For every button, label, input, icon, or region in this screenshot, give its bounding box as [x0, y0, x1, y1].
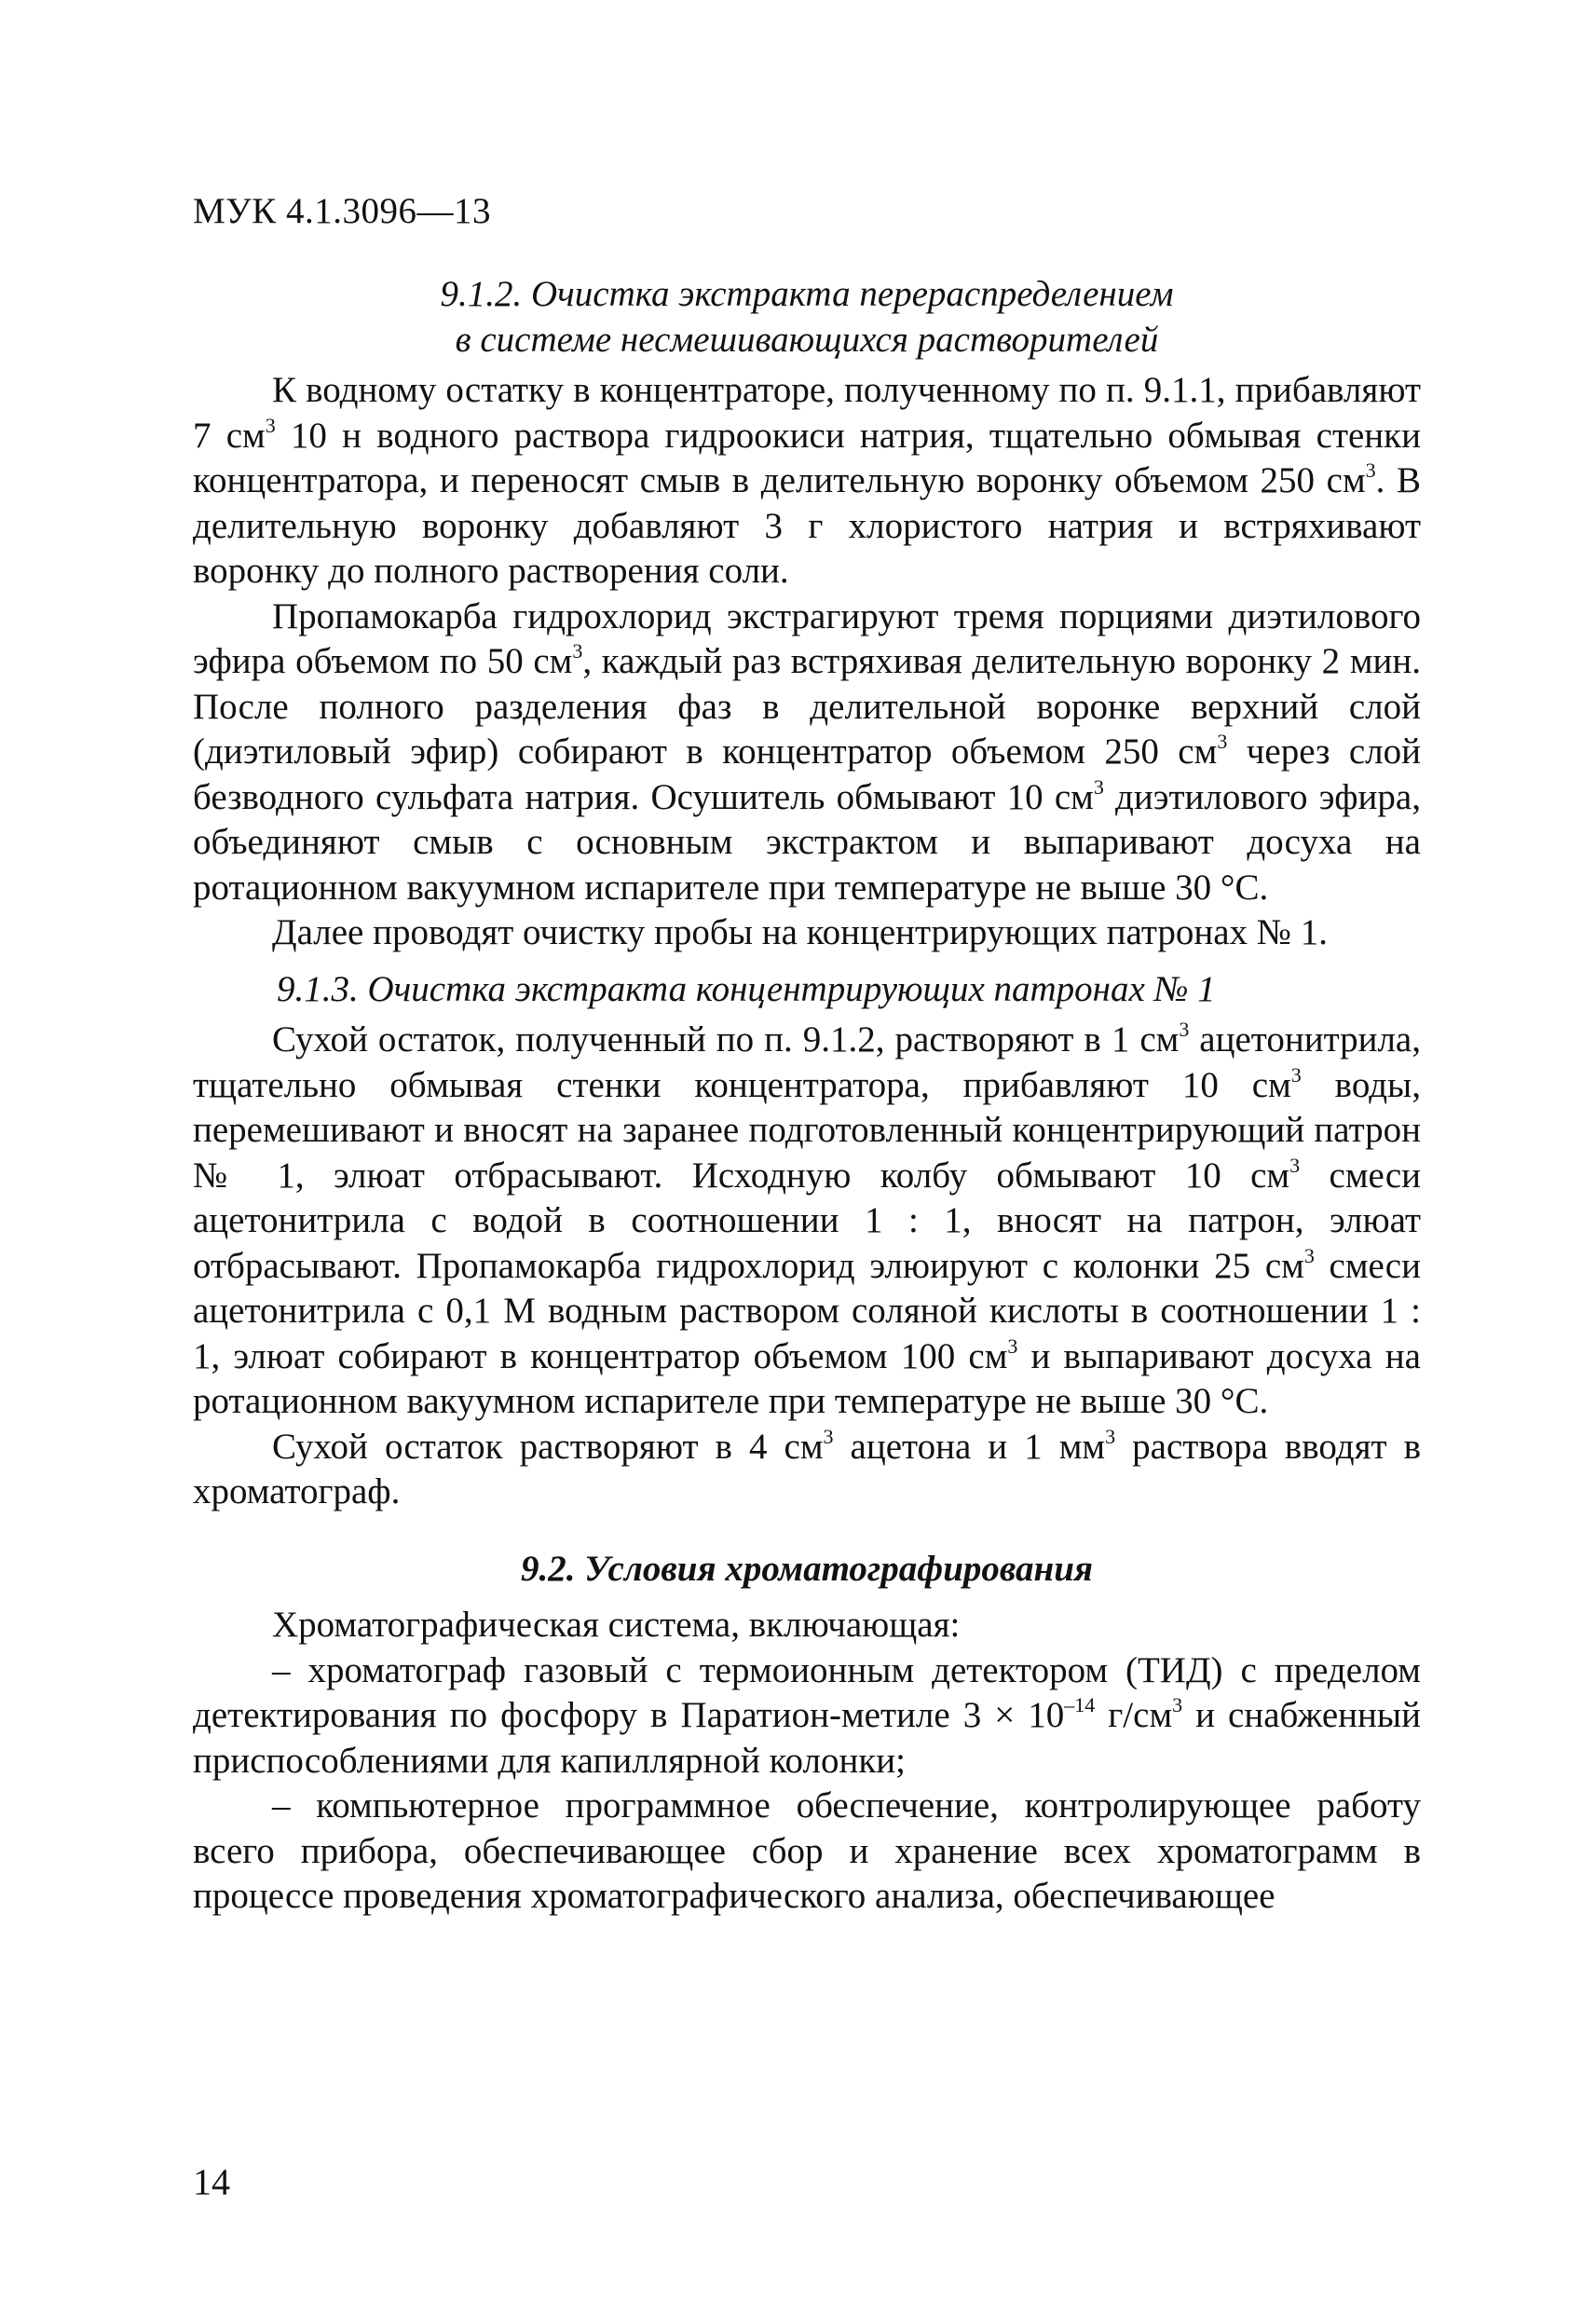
section-title-9-2: 9.2. Условия хроматографирования — [521, 1548, 1093, 1589]
paragraph-9-1-2-1: К водному остатку в концентраторе, полученному по п. 9.1.1, прибавляют 7 $см^3$ 10 н водного раствора гидроокиси натрия, тщательно обмывая стенки концентратора, и переносят смыв в делительную воронку объемом 250 $см^3$. В делительную воронку добавляют 3 г хлористого натрия и встряхивают воронку до полного растворения соли. — [193, 370, 1421, 591]
section-title-9-1-2-line2: в системе несмешивающихся растворителей — [455, 319, 1159, 360]
paragraph-9-1-2-2: Пропамокарба гидрохлорид экстрагируют тремя порциями диэтилового эфира объемом по 50 $см^3$, каждый раз встряхивая делительную воронку 2 мин. После полного разделения фаз в делительной воронке верхний слой (диэтиловый эфир) собирают в концентратор объемом 250 $см^3$ через слой безводного сульфата натрия. Осушитель обмывают 10 $см^3$ диэтилового эфира, объединяют смыв с основным экстрактом и выпаривают досуха на ротационном вакуумном испарителе при температуре не выше 30 °С. — [193, 595, 1421, 908]
running-header: МУК 4.1.3096—13 — [193, 191, 492, 231]
list-item-software: – компьютерное программное обеспечение, контролирующее работу всего прибора, обеспечивающее сбор и хранение всех хроматограмм в процессе проведения хроматографического анализа, обеспечивающее — [193, 1785, 1421, 1916]
paragraph-9-1-3-1: Сухой остаток, полученный по п. 9.1.2, растворяют в 1 $см^3$ ацетонитрила, тщательно обмывая стенки концентратора, прибавляют 10 $см^3$ воды, перемешивают и вносят на заранее подготовленный концентрирующий патрон № 1, элюат отбрасывают. Исходную колбу обмывают 10 $см^3$ смеси ацетонитрила с водой в соотношении 1 : 1, вносят на патрон, элюат отбрасывают. Пропамокарба гидрохлорид элюируют с колонки 25 $см^3$ смеси ацетонитрила с 0,1 М водным раствором соляной кислоты в соотношении 1 : 1, элюат собирают в концентратор объемом 100 $см^3$ и выпаривают досуха на ротационном вакуумном испарителе при температуре не выше 30 °С. — [193, 1018, 1422, 1421]
paragraph-9-1-2-3: Далее проводят очистку пробы на концентрирующих патронах № 1. — [272, 912, 1329, 952]
paragraph-9-2-intro: Хроматографическая система, включающая: — [272, 1605, 961, 1645]
page-number: 14 — [193, 2161, 230, 2203]
section-title-9-1-3: 9.1.3. Очистка экстракта концентрирующих патронах № 1 — [277, 968, 1216, 1009]
list-item-chromatograph: – хроматограф газовый с термоионным детектором (ТИД) с пределом детектирования по фосфору в Паратион-метиле $3 \times 10^{-14}$ $г/см^3$ и снабженный приспособлениями для капиллярной колонки; — [193, 1649, 1421, 1781]
paragraph-9-1-3-2: Сухой остаток растворяют в 4 $см^3$ ацетона и 1 $мм^3$ раствора вводят в хроматограф. — [193, 1424, 1421, 1511]
body-text — [193, 272, 1421, 1920]
section-title-9-1-2-line1: 9.1.2. Очистка экстракта перераспределением — [440, 274, 1174, 314]
